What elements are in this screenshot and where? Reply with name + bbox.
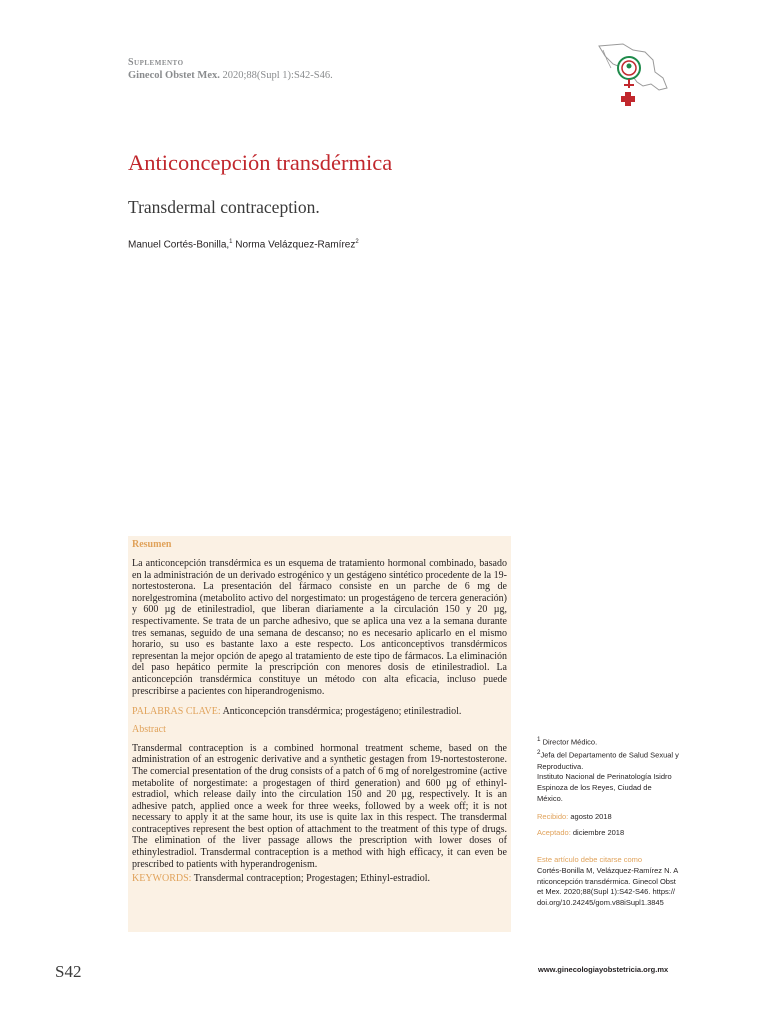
institution: Instituto Nacional de Perinatología Isidro Espinoza de los Reyes, Ciudad de México. <box>537 772 672 803</box>
palabras-clave-text: Anticoncepción transdérmica; progestágeno; etinilestradiol. <box>220 706 462 718</box>
mexico-map-logo-icon <box>593 38 673 108</box>
resumen-heading: Resumen <box>132 539 172 550</box>
keywords-text: Transdermal contraception; Progestagen; Ethinyl-estradiol. <box>191 873 431 885</box>
journal-citation-line <box>128 70 333 81</box>
citation-text: Cortés-Bonilla M, Velázquez-Ramírez N. Anticoncepción transdérmica. Ginecol Obstet Mex. 2020;88(Supl 1):S42-S46. https://doi.org/10.24245/gom.v88iSupl1.3845 <box>537 865 679 908</box>
abstract-box <box>128 536 511 932</box>
article-title: Anticoncepción transdérmica <box>128 150 393 175</box>
author-2: Norma Velázquez-Ramírez <box>232 239 356 251</box>
abstract-heading: Abstract <box>132 723 166 735</box>
received-label: Recibido: <box>537 812 569 821</box>
abstract-content <box>132 539 507 885</box>
author-2-sup: 2 <box>355 239 359 245</box>
resumen-keywords <box>132 706 507 718</box>
affiliation-1-text: Director Médico. <box>540 737 598 747</box>
affiliation-1-sup: 1 <box>537 736 541 743</box>
palabras-clave-label: PALABRAS CLAVE: <box>132 706 221 718</box>
journal-citation: 2020;88(Supl 1):S42-S46. <box>219 70 333 81</box>
authors-line <box>128 239 359 250</box>
supplement-label: Suplemento <box>128 57 184 68</box>
abstract-text: Transdermal contraception is a combined hormonal treatment scheme, based on the administration of an estrogenic derivative and a synthetic gestagen from 19-nortestosterone. The comercial presentation of the drug consists of a patch of 6 mg of norelgestromine (active metabolite of norgestimate: a progestagen of third generation) and 600 µg of ethinyl-estradiol, which release daily into the circulation 150 and 20 µg, respectively. It is an adhesive patch, applied once a week for three weeks, followed by a week off; it is not necessary to apply it at the same hour, its use is quite lax in this respect. The transdermal contraceptives represent the best option of attachment to the treatment of this type of drugs. The elimination of the liver passage allows the prescription with lower doses of ethinylestradiol. Transdermal contraception is a method with high efficacy, it can even be prescribed to patients with hyperandrogenism. <box>132 742 507 870</box>
affiliation-2-sup: 2 <box>537 749 541 757</box>
affiliation-2 <box>537 748 679 772</box>
affiliation-2-text: Jefa del Departamento de Salud Sexual y Reproductiva. <box>537 750 679 771</box>
citation-box <box>537 855 679 909</box>
citation-heading: Este artículo debe citarse como <box>537 855 643 864</box>
keywords-label: KEYWORDS: <box>132 873 192 885</box>
received-date <box>537 812 679 823</box>
accepted-date <box>537 828 679 839</box>
author-1: Manuel Cortés-Bonilla, <box>128 239 230 251</box>
received-value: agosto 2018 <box>568 812 612 821</box>
accepted-value: diciembre 2018 <box>570 828 625 837</box>
article-subtitle: Transdermal contraception. <box>128 197 320 217</box>
abstract-keywords <box>132 873 507 885</box>
journal-website-link[interactable]: www.ginecologiayobstetricia.org.mx <box>538 965 669 974</box>
page-number: S42 <box>55 962 82 981</box>
journal-logo <box>593 38 673 108</box>
accepted-label: Aceptado: <box>537 828 571 837</box>
journal-name: Ginecol Obstet Mex. <box>128 70 220 81</box>
resumen-text: La anticoncepción transdérmica es un esquema de tratamiento hormonal combinado, basado en la administración de un derivado estrogénico y un gestágeno sintético procedente de la 19-nortestosterona. La presentación del fármaco consiste en un parche de 6 mg de norelgestromina (metabolito activo del norgestimato: un progestágeno de tercera generación) y 600 µg de etinilestradiol, que liberan diariamente a la circulación 150 y 20 µg, respectivamente. Se trata de un parche adhesivo, que se aplica una vez a la semana durante tres semanas, seguido de una semana de descanso; no es necesario aplicarlo en el mismo horario, su uso es bastante laxo a este respecto. Los anticonceptivos transdérmicos representan la mejor opción de apego al tratamiento de este tipo de fármacos. La eliminación del paso hepático permite la prescripción con menores dosis de etinilestradiol. La anticoncepción transdérmica constituye un método con alta eficacia, incluso puede prescribirse a pacientes con hiperandrogenismo. <box>132 558 507 697</box>
affiliations <box>537 735 679 805</box>
affiliation-1 <box>537 735 679 748</box>
author-1-sup: 1 <box>229 239 233 245</box>
